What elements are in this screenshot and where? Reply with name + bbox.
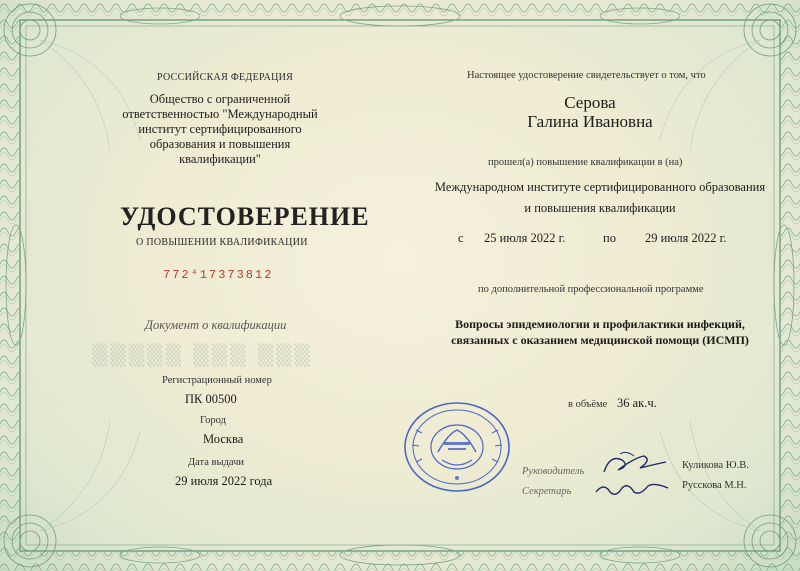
from-label: с bbox=[458, 231, 464, 245]
ghost-watermark: ▒▒▒▒▒ ▒▒▒ ▒▒▒ bbox=[92, 343, 313, 367]
program-line: связанных с оказанием медицинской помощи (ИСМП) bbox=[451, 333, 749, 347]
program-label: по дополнительной профессиональной программе bbox=[478, 284, 704, 295]
institute-line: Международном институте сертифицированного образования bbox=[434, 180, 766, 194]
program-title bbox=[430, 316, 770, 348]
from-date: 25 июля 2022 г. bbox=[484, 231, 566, 245]
given-names: Галина Ивановна bbox=[527, 112, 653, 131]
institute-line: и повышения квалификации bbox=[524, 201, 676, 215]
document-type: Документ о квалификации bbox=[145, 318, 287, 332]
organization-name bbox=[120, 92, 320, 167]
secretary-name: Русскова М.Н. bbox=[682, 480, 747, 491]
document-subtitle: О ПОВЫШЕНИИ КВАЛИФИКАЦИИ bbox=[136, 237, 308, 248]
registration-label: Регистрационный номер bbox=[162, 375, 272, 386]
serial-number: 772⁴17373812 bbox=[163, 268, 274, 282]
intro-text: Настоящее удостоверение свидетельствует о том, что bbox=[467, 70, 706, 81]
document-title: УДОСТОВЕРЕНИЕ bbox=[120, 202, 370, 231]
program-line: Вопросы эпидемиологии и профилактики инфекций, bbox=[455, 317, 745, 331]
head-label: Руководитель bbox=[522, 466, 585, 477]
to-date: 29 июля 2022 г. bbox=[645, 231, 727, 245]
passed-label: прошел(а) повышение квалификации в (на) bbox=[488, 157, 683, 168]
country-label: РОССИЙСКАЯ ФЕДЕРАЦИЯ bbox=[157, 72, 294, 83]
org-line: квалификации" bbox=[179, 152, 261, 166]
secretary-signature bbox=[592, 478, 672, 500]
org-line: ответственностью "Международный bbox=[122, 107, 318, 121]
issue-date-value: 29 июля 2022 года bbox=[175, 474, 273, 488]
org-line: образования и повышения bbox=[149, 137, 291, 151]
secretary-label: Секретарь bbox=[522, 486, 572, 497]
to-label: по bbox=[603, 231, 616, 245]
city-label: Город bbox=[200, 415, 226, 426]
org-line: институт сертифицированного bbox=[138, 122, 302, 136]
org-line: Общество с ограниченной bbox=[149, 92, 291, 106]
surname: Серова bbox=[564, 93, 616, 112]
city-value: Москва bbox=[203, 432, 244, 446]
head-signature bbox=[600, 450, 670, 478]
issue-date-label: Дата выдачи bbox=[188, 457, 245, 468]
head-name: Куликова Ю.В. bbox=[682, 460, 749, 471]
round-stamp bbox=[402, 400, 512, 495]
volume-value: 36 ак.ч. bbox=[617, 396, 657, 410]
volume-label: в объёме bbox=[568, 399, 608, 410]
registration-number: ПК 00500 bbox=[185, 392, 237, 406]
institute-name bbox=[430, 177, 770, 219]
